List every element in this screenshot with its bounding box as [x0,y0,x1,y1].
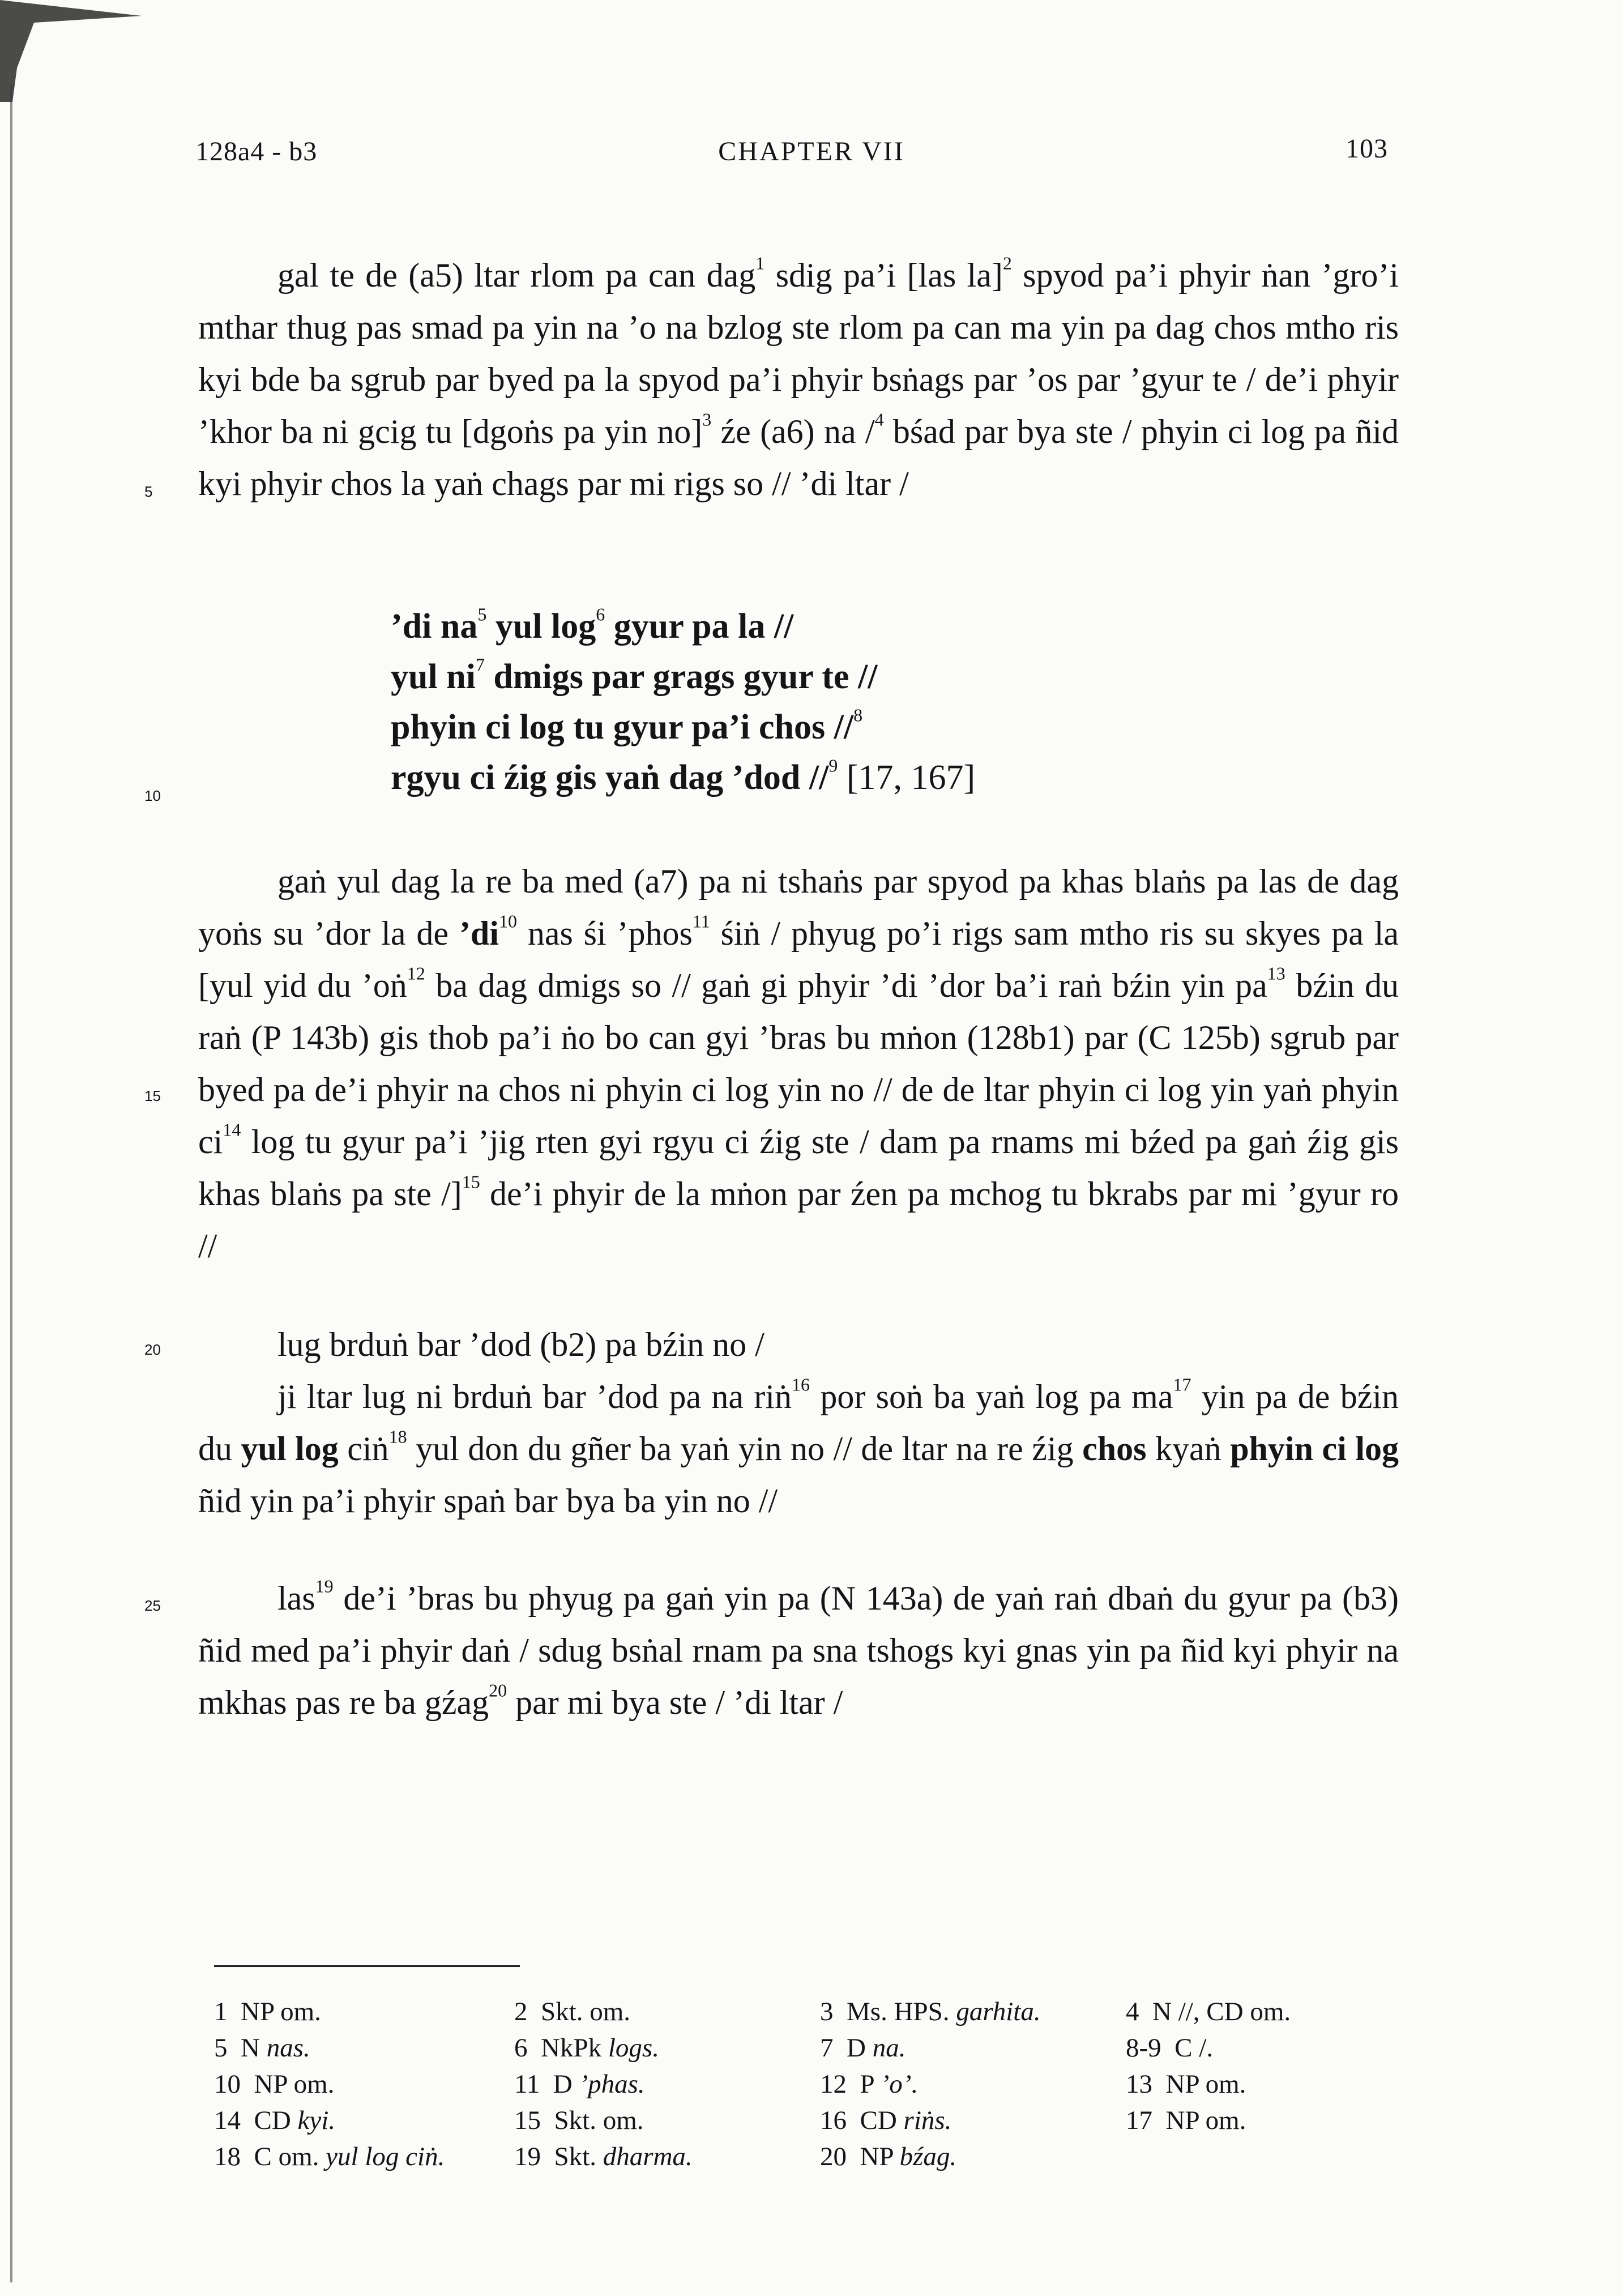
paragraph-2 [198,855,1399,1272]
footnote-marker: 12 [407,963,425,984]
verse-line [391,601,975,652]
text-run: yul don du gñer ba yaṅ yin no // de ltar na re źig [407,1430,1083,1467]
text-run: gaṅ yul dag la re ba med (a7) pa ni tshaṅs par spyod pa khas blaṅs pa las de dag yoṅs su ’dor la de [198,863,1399,952]
text-run: źe (a6) na / [711,413,875,450]
text-run: kyaṅ [1146,1430,1231,1467]
footnote-marker: 5 [477,604,487,625]
text-run: lug brduṅ bar ’dod (b2) pa bźin no / [277,1326,764,1363]
footnote: 7 D na. [820,2033,906,2063]
verse-text: rgyu ci źig gis yaṅ dag ’dod // [391,758,829,797]
verse-text: yul ni [391,658,476,696]
text-run: por soṅ ba yaṅ log pa ma [810,1378,1173,1415]
paragraph-3 [198,1318,1399,1371]
footnote: 18 C om. yul log ciṅ. [214,2142,445,2171]
footnote-marker: 9 [828,755,838,776]
line-number: 15 [144,1087,161,1104]
verse-text: ’di na [391,607,478,646]
verse-line [391,702,975,753]
paragraph-1 [198,249,1399,510]
footnote: 2 Skt. om. [514,1997,631,2026]
footnote-marker: 14 [223,1119,241,1140]
page-number: 103 [1346,134,1388,164]
verse-reference: [17, 167] [846,758,976,797]
footnote-marker: 4 [874,409,884,430]
text-run: ñid yin pa’i phyir spaṅ bar bya ba yin no // [198,1482,778,1520]
footnote-marker: 18 [388,1426,407,1447]
footnote: 3 Ms. HPS. garhita. [820,1997,1041,2026]
footnote: 1 NP om. [214,1997,321,2026]
text-run: ba dag dmigs so // gaṅ gi phyir ’di ’dor ba’i raṅ bźin yin pa [425,967,1267,1004]
text-run-bold: phyin ci log [1230,1430,1399,1467]
footnote: 11 D ’phas. [514,2069,645,2099]
paragraph-4 [198,1371,1399,1527]
text-run: nas śi ’phos [516,915,693,952]
footnote-marker: 19 [315,1576,334,1597]
paragraph-5 [198,1572,1399,1729]
text-run: sdig pa’i [las la] [764,257,1003,294]
verse-block [391,601,975,803]
text-run-bold: ’di [459,915,499,952]
text-run: śiṅ / phyug po’i rigs sam mtho ris su skyes pa la [yul yid du ’oṅ [198,915,1399,1004]
footnote: 16 CD riṅs. [820,2106,952,2135]
running-head-left: 128a4 - b3 [195,136,318,167]
footnote: 8-9 C /. [1126,2033,1214,2063]
text-run-bold: yul log [241,1430,339,1467]
footnote: 13 NP om. [1126,2069,1246,2099]
scan-edge-line [10,85,12,2282]
line-number: 10 [144,787,161,804]
footnote-rule [214,1965,520,1967]
footnote-marker: 13 [1267,963,1285,984]
text-run: bśad par bya ste / phyin ci log pa ñid kyi phyir chos la yaṅ chags par mi rigs so // ’di ltar / [198,413,1399,502]
text-run: yin pa de bźin du [198,1378,1399,1467]
footnote: 12 P ’o’. [820,2069,919,2099]
chapter-title: CHAPTER VII [718,136,905,167]
text-run: gal te de (a5) ltar rlom pa can dag [277,257,756,294]
text-run: las [277,1580,315,1617]
verse-line [391,652,975,702]
scan-corner-mark [0,0,142,102]
text-run: de’i ’bras bu phyug pa gaṅ yin pa (N 143a) de yaṅ raṅ dbaṅ du gyur pa (b3) ñid med pa’i phyir daṅ / sdug bsṅal rnam pa sna tshogs kyi gnas yin pa ñid kyi phyir na mkhas pas re ba gźag [198,1580,1399,1721]
footnote-marker: 20 [489,1680,507,1701]
footnote: 17 NP om. [1126,2106,1246,2135]
footnote-marker: 8 [853,705,863,725]
text-run: spyod pa’i phyir ṅan ’gro’i mthar thug pas smad pa yin na ’o na bzlog ste rlom pa can ma yin pa dag chos mtho ris kyi bde ba sgrub par byed pa la spyod pa’i phyir bsṅags par ’os par ’gyur te / de’i phyir ’khor ba ni gcig tu [dgoṅs pa yin no] [198,257,1399,450]
footnote-marker: 7 [475,654,485,675]
text-run: par mi bya ste / ’di ltar / [507,1684,843,1721]
footnote-marker: 2 [1002,253,1012,274]
footnotes [214,1994,1420,2175]
verse-line [391,753,975,803]
line-number: 20 [144,1341,161,1358]
footnote-marker: 10 [498,911,517,932]
text-run: de’i phyir de la mṅon par źen pa mchog tu bkrabs par mi ’gyur ro // [198,1175,1399,1265]
footnote-marker: 11 [692,911,710,932]
footnote: 19 Skt. dharma. [514,2142,693,2171]
text-run: ciṅ [338,1430,389,1467]
footnote-marker: 17 [1173,1374,1191,1395]
footnote: 6 NkPk logs. [514,2033,659,2063]
line-number: 25 [144,1597,161,1614]
text-run: log tu gyur pa’i ’jig rten gyi rgyu ci źig ste / dam pa rnams mi bźed pa gaṅ źig gis khas blaṅs pa ste /] [198,1123,1399,1213]
footnote: 10 NP om. [214,2069,335,2099]
verse-text: gyur pa la // [613,607,794,646]
line-number: 5 [144,483,153,500]
footnote-marker: 3 [702,409,712,430]
text-run: ji ltar lug ni brduṅ bar ’dod pa na riṅ [277,1378,792,1415]
footnote-marker: 16 [792,1374,810,1395]
verse-text: phyin ci log tu gyur pa’i chos // [391,708,854,746]
footnote: 14 CD kyi. [214,2106,336,2135]
footnote-marker: 6 [596,604,605,625]
footnote: 20 NP bźag. [820,2142,957,2171]
footnote-marker: 15 [462,1171,480,1192]
text-run: bźin du raṅ (P 143b) gis thob pa’i ṅo bo can gyi ’bras bu mṅon (128b1) par (C 125b) sgrub par byed pa de’i phyir na chos ni phyin ci log yin no // de de ltar phyin ci log yin yaṅ phyin ci [198,967,1399,1160]
footnote: 4 N //, CD om. [1126,1997,1291,2026]
text-run-bold: chos [1082,1430,1147,1467]
footnote: 5 N nas. [214,2033,310,2063]
footnote-marker: 1 [755,253,765,274]
verse-text: dmigs par grags gyur te // [493,658,878,696]
verse-text: yul log [495,607,596,646]
footnote: 15 Skt. om. [514,2106,644,2135]
